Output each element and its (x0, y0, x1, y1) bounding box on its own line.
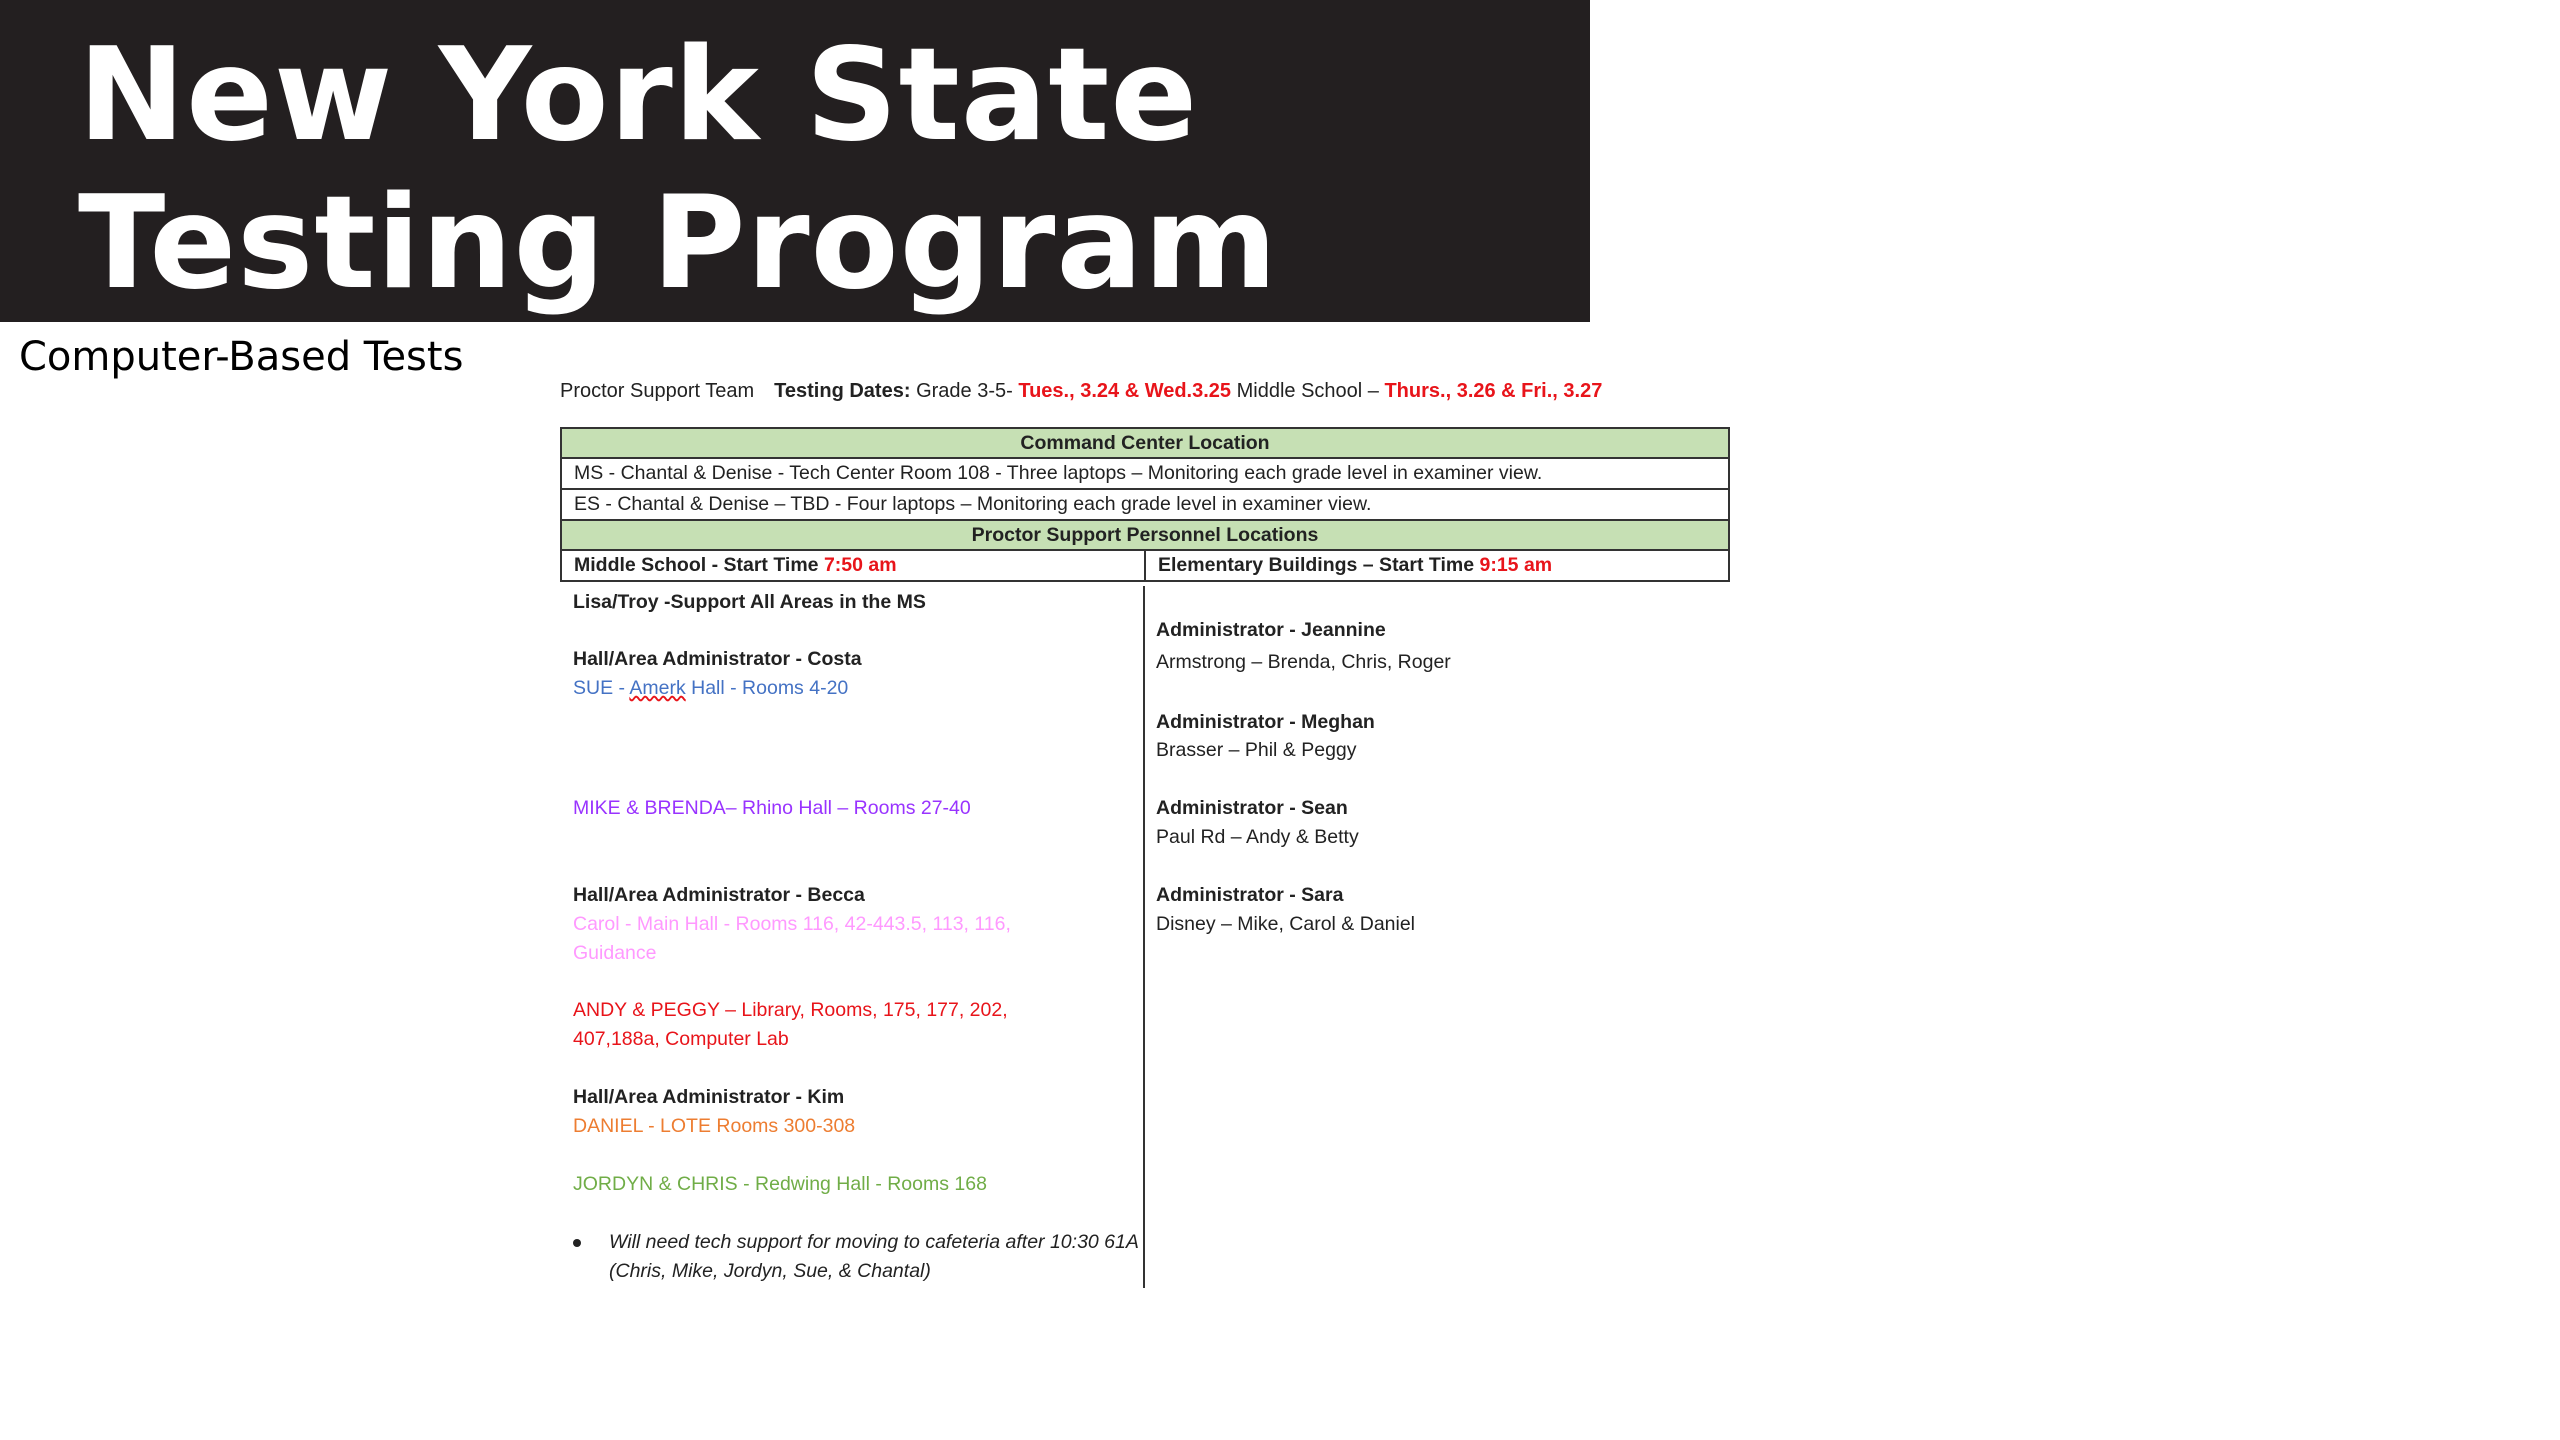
admin-meghan: Administrator - Meghan (1156, 711, 1375, 733)
ms-text: Middle School – (1236, 380, 1379, 402)
brasser-assignment: Brasser – Phil & Peggy (1156, 739, 1357, 761)
mike-brenda-assignment: MIKE & BRENDA– Rhino Hall – Rooms 27-40 (573, 797, 971, 819)
carol-assignment: Carol - Main Hall - Rooms 116, 42-443.5, 113, 116, Guidance (573, 913, 1011, 964)
andy-peggy-assignment: ANDY & PEGGY – Library, Rooms, 175, 177, 202, 407,188a, Computer Lab (573, 999, 1008, 1050)
es-command-row: ES - Chantal & Denise – TBD - Four laptops – Monitoring each grade level in examiner view. (561, 489, 1729, 520)
es-start-time: 9:15 am (1479, 554, 1553, 576)
admin-kim: Hall/Area Administrator - Kim (573, 1086, 845, 1108)
ms-dates: Thurs., 3.26 & Fri., 3.27 (1384, 380, 1603, 402)
paul-rd-assignment: Paul Rd – Andy & Betty (1156, 826, 1359, 848)
sue-assignment (573, 674, 848, 703)
ms-start-cell (561, 550, 1145, 581)
grade-dates: Tues., 3.24 & Wed.3.25 (1018, 380, 1232, 402)
ms-command-row: MS - Chantal & Denise - Tech Center Room 108 - Three laptops – Monitoring each grade level in examiner view. (561, 458, 1729, 489)
grade-text: Grade 3-5- (916, 380, 1013, 402)
es-start-cell (1145, 550, 1729, 581)
title-banner (0, 0, 1590, 322)
admin-becca: Hall/Area Administrator - Becca (573, 884, 865, 906)
banner-title (78, 22, 1278, 318)
command-center-table (560, 427, 1730, 582)
bullet-dot (573, 1239, 581, 1247)
personnel-heading: Proctor Support Personnel Locations (561, 520, 1729, 550)
dates-label: Testing Dates: (774, 380, 911, 402)
sue-rooms: Hall - Rooms 4-20 (685, 677, 849, 699)
sue-name: SUE - (573, 677, 630, 699)
admin-sara: Administrator - Sara (1156, 884, 1344, 906)
amerk-word: Amerk (629, 677, 686, 699)
slide-subtitle: Computer-Based Tests (19, 334, 464, 380)
admin-costa: Hall/Area Administrator - Costa (573, 648, 862, 670)
tech-support-text: Will need tech support for moving to cafeteria after 10:30 61A (Chris, Mike, Jordyn, Sue, & Chantal) (609, 1231, 1139, 1282)
support-all-line: Lisa/Troy -Support All Areas in the MS (573, 591, 926, 613)
armstrong-assignment: Armstrong – Brenda, Chris, Roger (1156, 651, 1451, 673)
command-center-heading: Command Center Location (561, 428, 1729, 458)
column-divider (1143, 586, 1145, 1288)
es-start-label: Elementary Buildings – Start Time (1158, 554, 1475, 576)
admin-sean: Administrator - Sean (1156, 797, 1348, 819)
ms-start-time: 7:50 am (823, 554, 897, 576)
document-header (560, 380, 1602, 403)
banner-title-line1: New York State (78, 21, 1199, 170)
admin-jeannine: Administrator - Jeannine (1156, 619, 1386, 641)
jordyn-chris-assignment: JORDYN & CHRIS - Redwing Hall - Rooms 168 (573, 1173, 987, 1195)
daniel-assignment: DANIEL - LOTE Rooms 300-308 (573, 1115, 856, 1137)
disney-assignment: Disney – Mike, Carol & Daniel (1156, 913, 1416, 935)
team-label: Proctor Support Team (560, 380, 755, 402)
banner-title-line2: Testing Program (78, 169, 1279, 318)
ms-start-label: Middle School - Start Time (574, 554, 819, 576)
